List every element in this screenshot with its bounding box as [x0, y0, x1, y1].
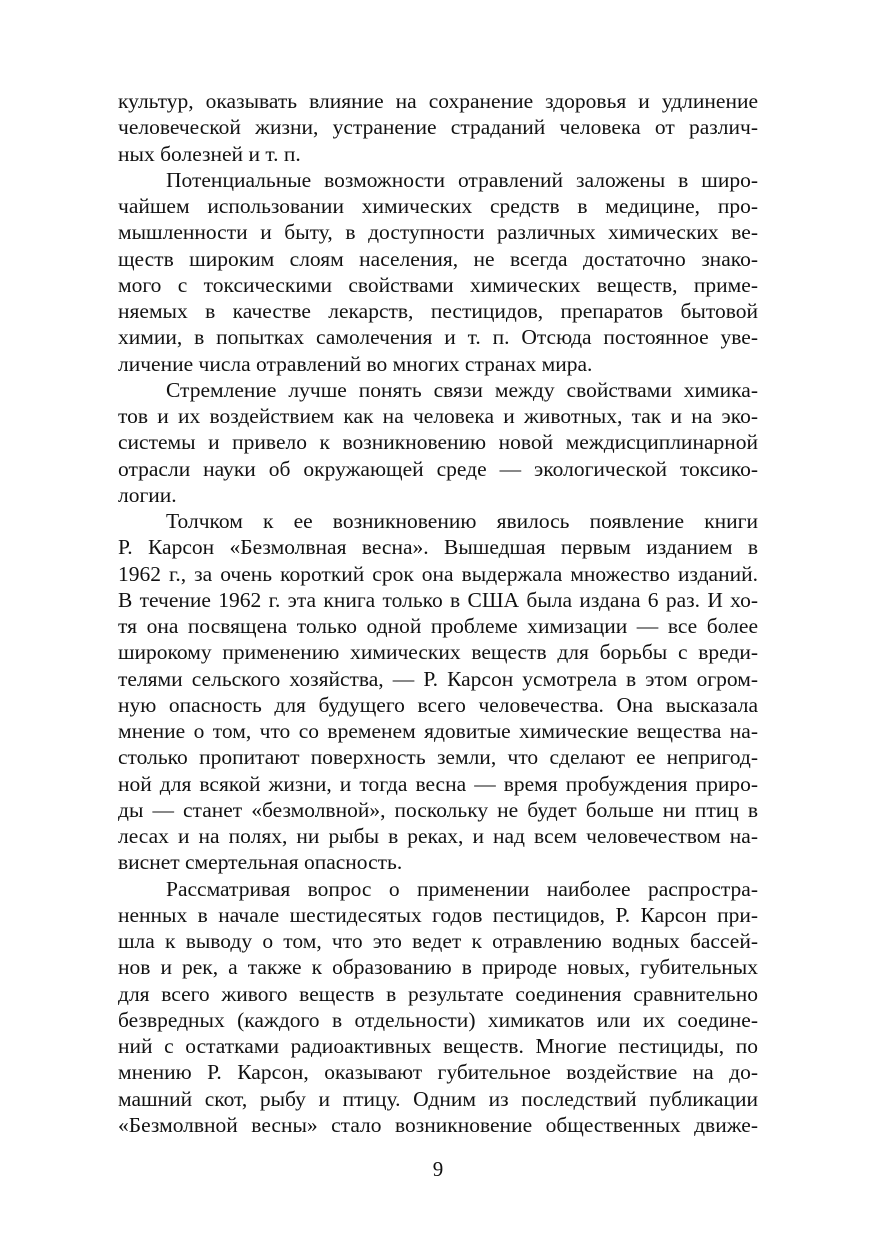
text-line: безвредных (каждого в отдельности) химикатов или их соедине-: [118, 1007, 758, 1032]
text-line: Рассматривая вопрос о применении наиболее распростра-: [166, 876, 758, 901]
text-line: В течение 1962 г. эта книга только в США была издана 6 раз. И хо-: [118, 587, 758, 612]
text-line: виснет смертельная опасность.: [118, 850, 403, 875]
text-line: ной для всякой жизни, и тогда весна — время пробуждения приро-: [118, 771, 758, 796]
text-line: столько пропитают поверхность земли, что сделают ее непригод-: [118, 745, 758, 770]
text-line: химии, в попытках самолечения и т. п. Отсюда постоянное уве-: [118, 325, 758, 350]
text-line: Р. Карсон «Безмолвная весна». Вышедшая первым изданием в: [118, 535, 758, 560]
page-number: 9: [432, 1157, 444, 1181]
text-line: системы и привело к возникновению новой междисциплинарной: [118, 430, 758, 455]
text-line: машний скот, рыбу и птицу. Одним из последствий публикации: [118, 1086, 758, 1111]
text-line: няемых в качестве лекарств, пестицидов, препаратов бытовой: [118, 299, 758, 323]
text-line: тов и их воздействием как на человека и животных, так и на эко-: [118, 404, 758, 428]
text-line: телями сельского хозяйства, — Р. Карсон усмотрела в этом огром-: [118, 666, 758, 691]
text-line: 1962 г., за очень короткий срок она выдержала множество изданий.: [118, 561, 758, 586]
text-line: чайшем использовании химических средств в медицине, про-: [118, 194, 758, 218]
text-line: шла к выводу о том, что это ведет к отравлению водных бассей-: [118, 929, 758, 953]
text-line: нов и рек, а также к образованию в природе новых, губительных: [118, 955, 758, 980]
text-line: ную опасность для будущего всего человечества. Она высказала: [118, 692, 758, 717]
text-line: широкому применению химических веществ для борьбы с вреди-: [118, 640, 758, 665]
text-line: Толчком к ее возникновению явилось появление книги: [166, 509, 758, 533]
text-line: культур, оказывать влияние на сохранение здоровья и удлинение: [118, 89, 758, 113]
text-line: ненных в начале шестидесятых годов пестицидов, Р. Карсон при-: [118, 902, 758, 927]
text-line: мнению Р. Карсон, оказывают губительное воздействие на до-: [118, 1060, 758, 1085]
text-line: мнение о том, что со временем ядовитые химические вещества на-: [118, 719, 758, 743]
text-line: личение числа отравлений во многих странах мира.: [118, 351, 593, 376]
text-line: Потенциальные возможности отравлений заложены в широ-: [166, 167, 758, 192]
text-line: для всего живого веществ в результате соединения сравнительно: [118, 981, 758, 1006]
text-line: ных болезней и т. п.: [118, 141, 301, 166]
text-line: ществ широким слоям населения, не всегда достаточно знако-: [118, 246, 758, 271]
text-line: лесах и на полях, ни рыбы в реках, и над всем человечеством на-: [118, 824, 758, 848]
text-line: тя она посвящена только одной проблеме химизации — все более: [118, 614, 758, 638]
text-line: человеческой жизни, устранение страданий человека от различ-: [118, 115, 758, 140]
text-line: мого с токсическими свойствами химических веществ, приме-: [118, 272, 758, 297]
text-line: ний с остатками радиоактивных веществ. Многие пестициды, по: [118, 1034, 758, 1058]
text-line: Стремление лучше понять связи между свойствами химика-: [166, 377, 758, 402]
text-line: логии.: [118, 482, 177, 507]
text-line: отрасли науки об окружающей среде — экологической токсико-: [118, 456, 758, 481]
text-line: ды — станет «безмолвной», поскольку не будет больше ни птиц в: [118, 797, 758, 822]
text-line: мышленности и быту, в доступности различных химических ве-: [118, 220, 758, 245]
text-line: «Безмолвной весны» стало возникновение общественных движе-: [118, 1112, 758, 1137]
